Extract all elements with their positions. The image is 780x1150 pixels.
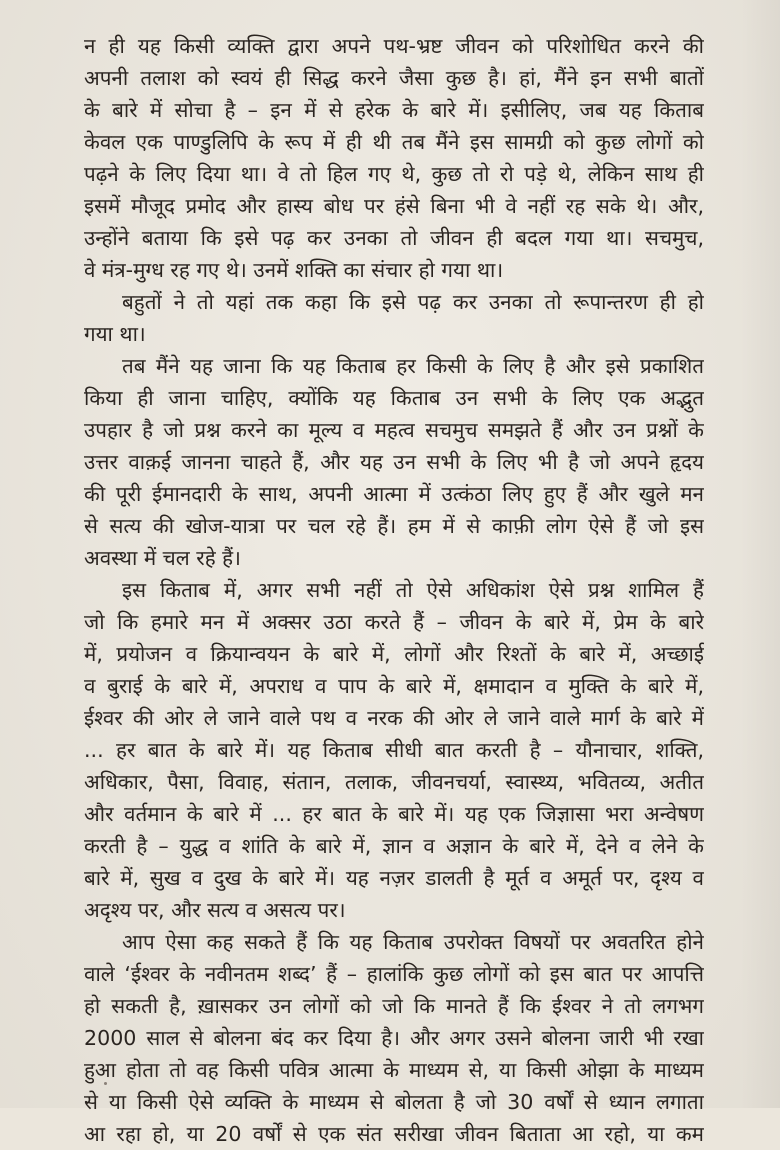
text-line: व बुराई के बारे में, अपराध व पाप के बारे में, क्षमादान व मुक्ति के बारे में, xyxy=(84,674,704,698)
text-line: करती है – युद्ध व शांति के बारे में, ज्ञान व अज्ञान के बारे में, देने व लेने के xyxy=(84,834,704,858)
body-text xyxy=(84,30,704,1150)
text-line: ईश्वर की ओर ले जाने वाले पथ व नरक की ओर ले जाने वाले मार्ग के बारे में xyxy=(84,706,704,730)
text-line: किया ही जाना चाहिए, क्योंकि यह किताब उन सभी के लिए एक अद्भुत xyxy=(84,386,704,410)
text-line: केवल एक पाण्डुलिपि के रूप में ही थी तब मैंने इस सामग्री को कुछ लोगों को xyxy=(84,130,704,154)
text-line: अधिकार, पैसा, विवाह, संतान, तलाक, जीवनचर्या, स्वास्थ्य, भवितव्य, अतीत xyxy=(84,770,704,794)
text-line: उत्तर वाक़ई जानना चाहते हैं, और यह उन सभी के लिए भी है जो अपने हृदय xyxy=(84,450,704,474)
text-line: वे मंत्र-मुग्ध रह गए थे। उनमें शक्ति का संचार हो गया था। xyxy=(84,258,504,282)
text-line: आप ऐसा कह सकते हैं कि यह किताब उपरोक्त विषयों पर अवतरित होने xyxy=(122,930,704,954)
text-line: के बारे में सोचा है – इन में से हरेक के बारे में। इसीलिए, जब यह किताब xyxy=(84,98,704,122)
text-line: में, प्रयोजन व क्रियान्वयन के बारे में, लोगों और रिश्तों के बारे में, अच्छाई xyxy=(84,642,704,666)
text-line: तब मैंने यह जाना कि यह किताब हर किसी के लिए है और इसे प्रकाशित xyxy=(122,354,704,378)
text-line: जो कि हमारे मन में अक्सर उठा करते हैं – जीवन के बारे में, प्रेम के बारे xyxy=(84,610,704,634)
text-line: इसमें मौजूद प्रमोद और हास्य बोध पर हंसे बिना भी वे नहीं रह सके थे। और, xyxy=(84,194,704,218)
text-line: इस किताब में, अगर सभी नहीं तो ऐसे अधिकांश ऐसे प्रश्न शामिल हैं xyxy=(122,578,704,602)
text-line: अपनी तलाश को स्वयं ही सिद्ध करने जैसा कुछ है। हां, मैंने इन सभी बातों xyxy=(84,66,704,90)
text-line: हो सकती है, ख़ासकर उन लोगों को जो कि मानते हैं कि ईश्वर ने तो लगभग xyxy=(84,994,704,1018)
text-line: उन्होंने बताया कि इसे पढ़ कर उनका तो जीवन ही बदल गया था। सचमुच, xyxy=(84,226,704,250)
text-line: से सत्य की खोज-यात्रा पर चल रहे हैं। हम में से काफ़ी लोग ऐसे हैं जो इस xyxy=(84,514,704,538)
text-line: पढ़ने के लिए दिया था। वे तो हिल गए थे, कुछ तो रो पड़े थे, लेकिन साथ ही xyxy=(84,162,704,186)
text-line: की पूरी ईमानदारी के साथ, अपनी आत्मा में उत्कंठा लिए हुए हैं और खुले मन xyxy=(84,482,704,506)
paper-speck xyxy=(104,1082,107,1085)
text-line: और वर्तमान के बारे में ... हर बात के बारे में। यह एक जिज्ञासा भरा अन्वेषण xyxy=(84,802,704,826)
text-line: ... हर बात के बारे में। यह किताब सीधी बात करती है – यौनाचार, शक्ति, xyxy=(84,738,704,762)
text-line: आ रहा हो, या 20 वर्षों से एक संत सरीखा जीवन बिताता आ रहो, या कम xyxy=(84,1122,704,1146)
text-line: अवस्था में चल रहे हैं। xyxy=(84,546,241,570)
text-line: उपहार है जो प्रश्न करने का मूल्य व महत्व सचमुच समझते हैं और उन प्रश्नों के xyxy=(84,418,704,442)
text-line: बारे में, सुख व दुख के बारे में। यह नज़र डालती है मूर्त व अमूर्त पर, दृश्य व xyxy=(84,866,704,890)
text-line: वाले ‘ईश्वर के नवीनतम शब्द’ हैं – हालांकि कुछ लोगों को इस बात पर आपत्ति xyxy=(84,962,704,986)
text-line: बहुतों ने तो यहां तक कहा कि इसे पढ़ कर उनका तो रूपान्तरण ही हो xyxy=(122,290,704,314)
text-line: हुआ होता तो वह किसी पवित्र आत्मा के माध्यम से, या किसी ओझा के माध्यम xyxy=(84,1058,704,1082)
text-line: से या किसी ऐसे व्यक्ति के माध्यम से बोलता है जो 30 वर्षों से ध्यान लगाता xyxy=(84,1090,704,1114)
text-line: 2000 साल से बोलना बंद कर दिया है। और अगर उसने बोलना जारी भी रखा xyxy=(84,1026,704,1050)
text-line: न ही यह किसी व्यक्ति द्वारा अपने पथ-भ्रष्ट जीवन को परिशोधित करने की xyxy=(84,34,704,58)
text-line: गया था। xyxy=(84,322,146,346)
page-edge-shadow xyxy=(740,0,780,1108)
text-line: अदृश्य पर, और सत्य व असत्य पर। xyxy=(84,898,346,922)
